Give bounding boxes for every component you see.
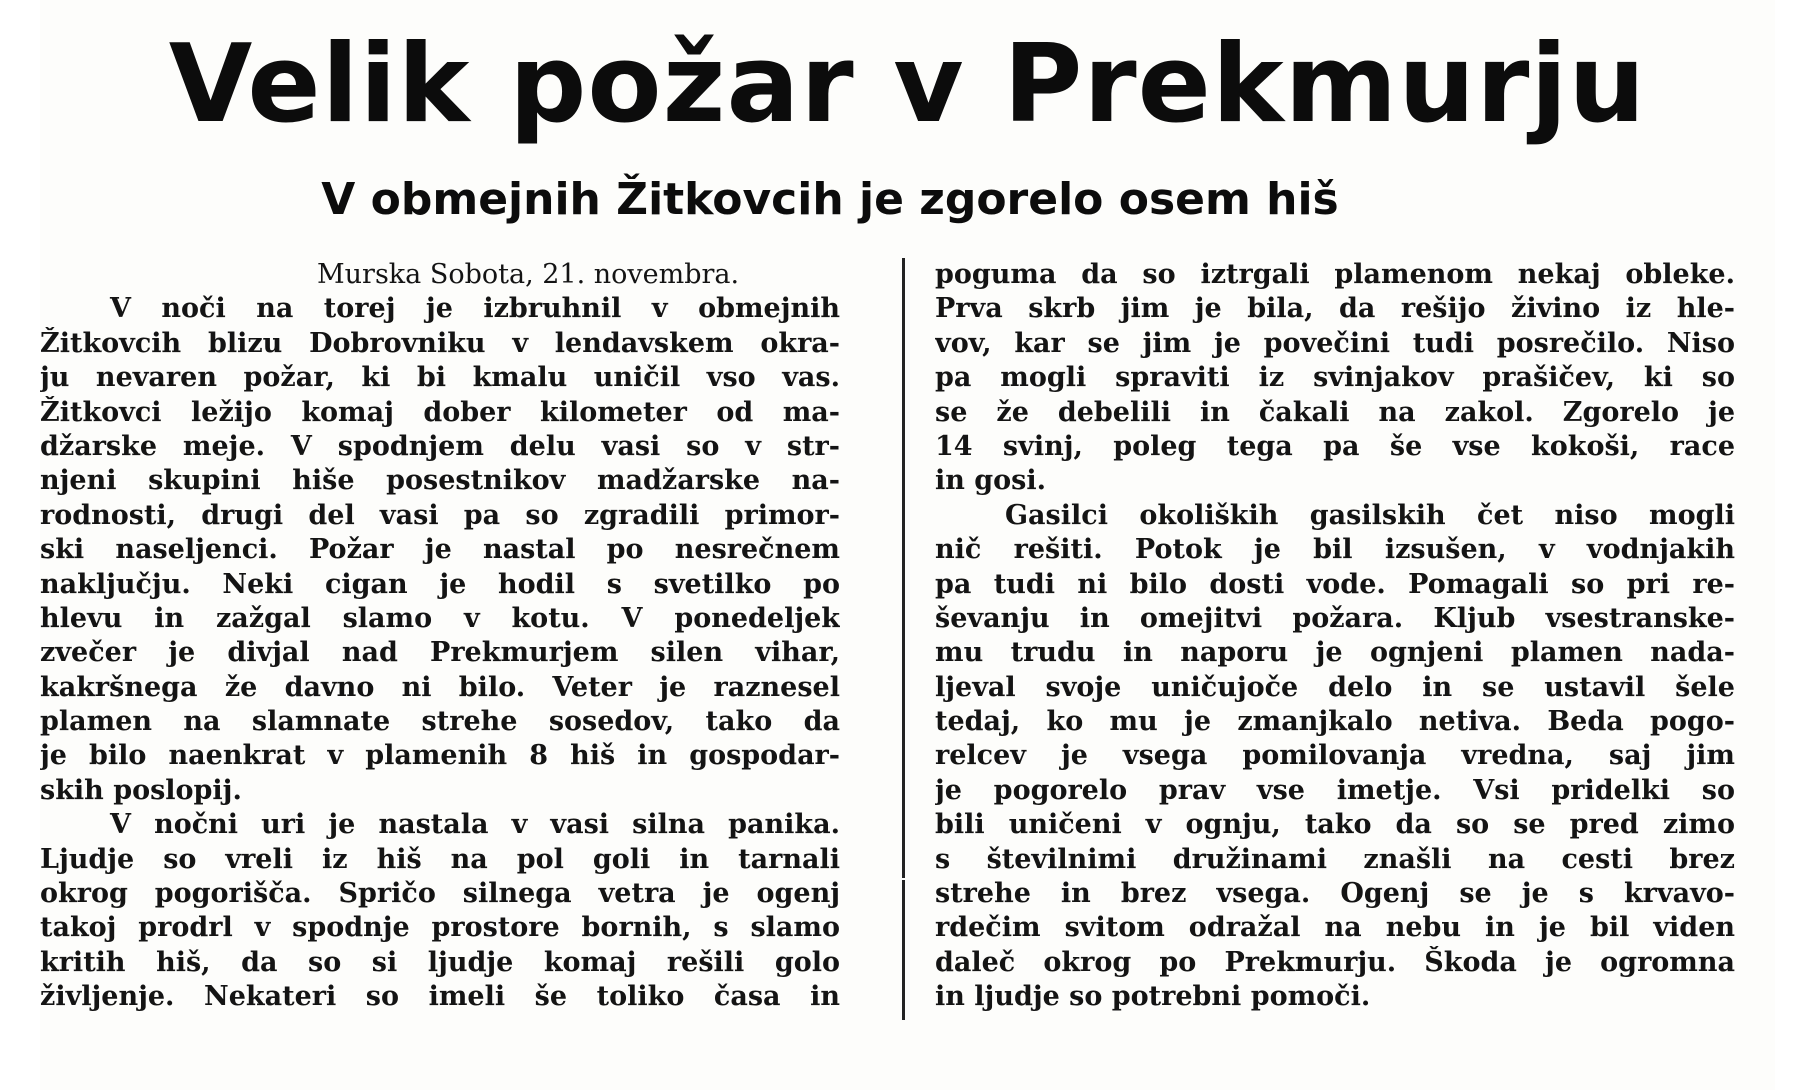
subheadline: V obmejnih Žitkovcih je zgorelo osem hiš: [321, 174, 1339, 225]
text-line: rodnosti, drugi del vasi pa so zgradili primor-: [40, 499, 840, 531]
dateline: Murska Sobota, 21. novembra.: [317, 259, 740, 290]
text-line: V nočni uri je nastala v vasi silna panika.: [110, 809, 840, 841]
text-line: nič rešiti. Potok je bil izsušen, v vodnjakih: [935, 534, 1735, 566]
text-line: Ljudje so vreli iz hiš na pol goli in tarnali: [40, 843, 840, 875]
text-line: daleč okrog po Prekmurju. Škoda je ogromna: [935, 946, 1735, 978]
text-line: kakršnega že davno ni bilo. Veter je raznesel: [40, 671, 840, 703]
text-line: ljeval svoje uničujoče delo in se ustavil šele: [935, 671, 1735, 703]
text-line: naključju. Neki cigan je hodil s svetilko po: [40, 568, 840, 600]
text-line: se že debelili in čakali na zakol. Zgorelo je: [935, 396, 1735, 428]
text-line: okrog pogorišča. Spričo silnega vetra je ogenj: [40, 878, 840, 910]
text-line: Žitkovcih blizu Dobrovniku v lendavskem okra-: [40, 327, 840, 359]
left-column: [40, 258, 840, 1015]
text-line: strehe in brez vsega. Ogenj se je s krvavo-: [935, 878, 1735, 910]
text-line: hlevu in zažgal slamo v kotu. V ponedeljek: [40, 602, 840, 634]
text-line: plamen na slamnate strehe sosedov, tako da: [40, 706, 840, 738]
column-divider: [902, 258, 905, 878]
text-line: bili uničeni v ognju, tako da so se pred zimo: [935, 809, 1735, 841]
text-line: rdečim svitom odražal na nebu in je bil viden: [935, 912, 1735, 944]
text-line: življenje. Nekateri so imeli še toliko časa in: [40, 981, 840, 1013]
text-line: Prva skrb jim je bila, da rešijo živino iz hle-: [935, 293, 1735, 325]
text-line: Žitkovci ležijo komaj dober kilometer od ma-: [40, 396, 840, 428]
text-line: zvečer je divjal nad Prekmurjem silen vihar,: [40, 637, 840, 669]
text-line: je pogorelo prav vse imetje. Vsi pridelki so: [935, 774, 1735, 806]
text-line: 14 svinj, poleg tega pa še vse kokoši, race: [935, 430, 1735, 462]
text-line: pa tudi ni bilo dosti vode. Pomagali so pri re-: [935, 568, 1735, 600]
text-line: je bilo naenkrat v plamenih 8 hiš in gospodar-: [40, 740, 840, 772]
text-line: ju nevaren požar, ki bi kmalu uničil vso vas.: [40, 362, 840, 394]
text-line: skih poslopij.: [40, 774, 242, 806]
text-line: poguma da so iztrgali plamenom nekaj obleke.: [935, 259, 1735, 290]
headline: Velik požar v Prekmurju: [168, 22, 1647, 147]
column-divider: [902, 880, 905, 1020]
text-line: pa mogli spraviti iz svinjakov prašičev, ki so: [935, 362, 1735, 394]
newspaper-clipping: [40, 0, 1775, 1090]
text-line: relcev je vsega pomilovanja vredna, saj jim: [935, 740, 1735, 772]
text-line: džarske meje. V spodnjem delu vasi so v str-: [40, 430, 840, 462]
right-column: [935, 258, 1735, 1015]
text-line: in gosi.: [935, 465, 1047, 497]
text-line: njeni skupini hiše posestnikov madžarske na-: [40, 465, 840, 497]
text-line: in ljudje so potrebni pomoči.: [935, 981, 1371, 1013]
text-line: Gasilci okoliških gasilskih čet niso mogli: [1005, 499, 1735, 531]
text-line: s številnimi družinami znašli na cesti brez: [935, 843, 1735, 875]
text-line: vov, kar se jim je povečini tudi posrečilo. Niso: [935, 327, 1735, 359]
text-line: V noči na torej je izbruhnil v obmejnih: [110, 293, 840, 325]
text-line: ski naseljenci. Požar je nastal po nesrečnem: [40, 534, 840, 566]
text-line: takoj prodrl v spodnje prostore bornih, s slamo: [40, 912, 840, 944]
text-line: kritih hiš, da so si ljudje komaj rešili golo: [40, 946, 840, 978]
text-line: tedaj, ko mu je zmanjkalo netiva. Beda pogo-: [935, 706, 1735, 738]
text-line: mu trudu in naporu je ognjeni plamen nada-: [935, 637, 1735, 669]
text-line: ševanju in omejitvi požara. Kljub vsestranske-: [935, 602, 1735, 634]
